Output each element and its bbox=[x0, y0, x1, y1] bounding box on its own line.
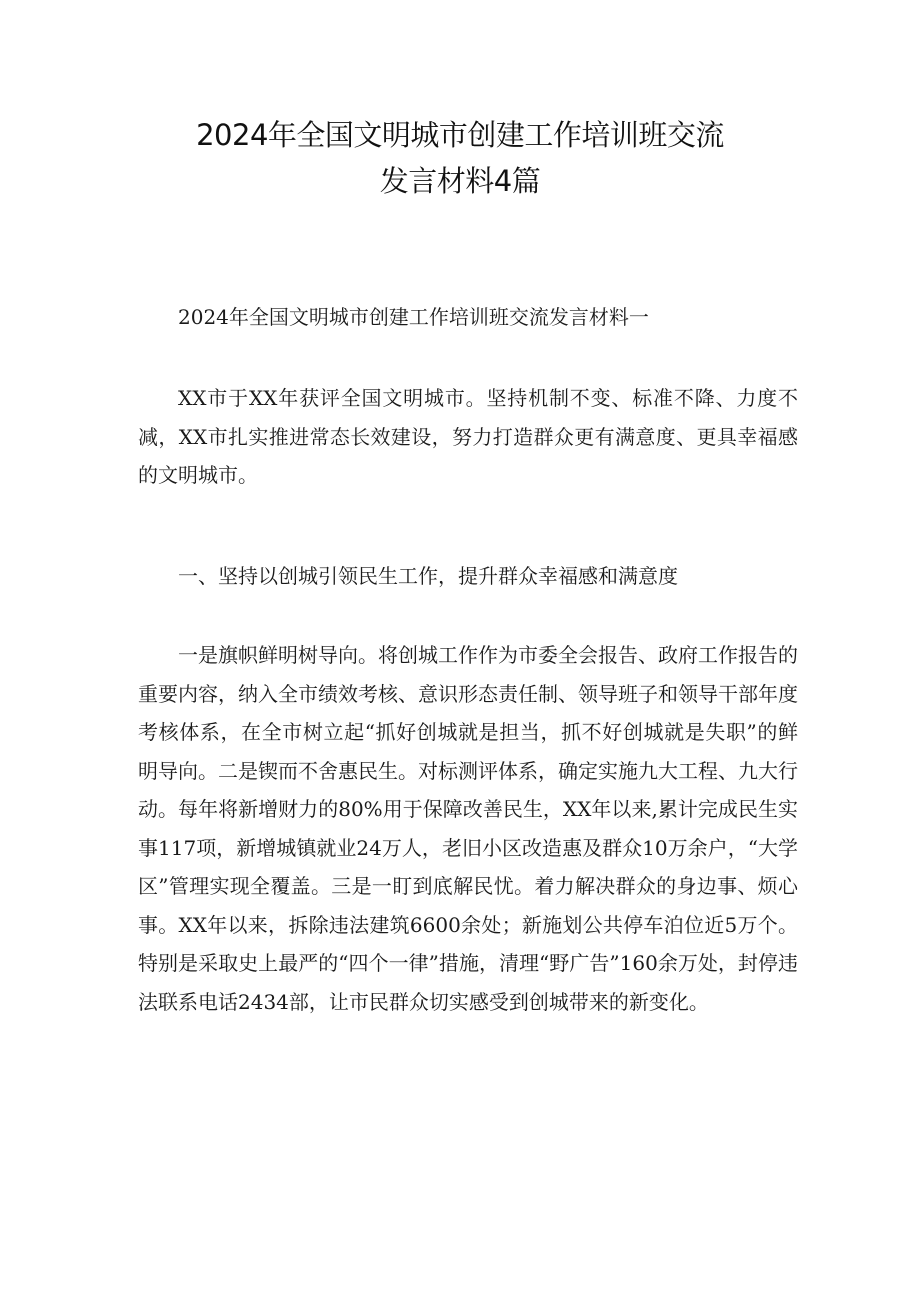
paragraph-body-1: 一是旗帜鲜明树导向。将创城工作作为市委全会报告、政府工作报告的重要内容，纳入全市绩效考核、意识形态责任制、领导班子和领导干部年度考核体系，在全市树立起“抓好创城就是担当，抓不好创城就是失职”的鲜明导向。二是锲而不舍惠民生。对标测评体系，确定实施九大工程、九大行动。每年将新增财力的80%用于保障改善民生，XX年以来,累计完成民生实事117项，新增城镇就业24万人，老旧小区改造惠及群众10万余户，“大学区”管理实现全覆盖。三是一盯到底解民忧。着力解决群众的身边事、烦心事。XX年以来，拆除违法建筑6600余处；新施划公共停车泊位近5万个。特别是采取史上最严的“四个一律”措施，清理“野广告”160余万处，封停违法联系电话2434部，让市民群众切实感受到创城带来的新变化。 bbox=[138, 643, 798, 1014]
document-title-line-2: 发言材料4篇 bbox=[379, 164, 541, 198]
document-title-line-1: 2024年全国文明城市创建工作培训班交流 bbox=[196, 118, 724, 152]
paragraph-intro: XX市于XX年获评全国文明城市。坚持机制不变、标准不降、力度不减，XX市扎实推进常态长效建设，努力打造群众更有满意度、更具幸福感的文明城市。 bbox=[138, 386, 798, 487]
section-heading-1: 一、坚持以创城引领民生工作，提升群众幸福感和满意度 bbox=[178, 564, 678, 588]
document-title bbox=[0, 112, 920, 204]
section-subtitle: 2024年全国文明城市创建工作培训班交流发言材料一 bbox=[178, 305, 649, 329]
